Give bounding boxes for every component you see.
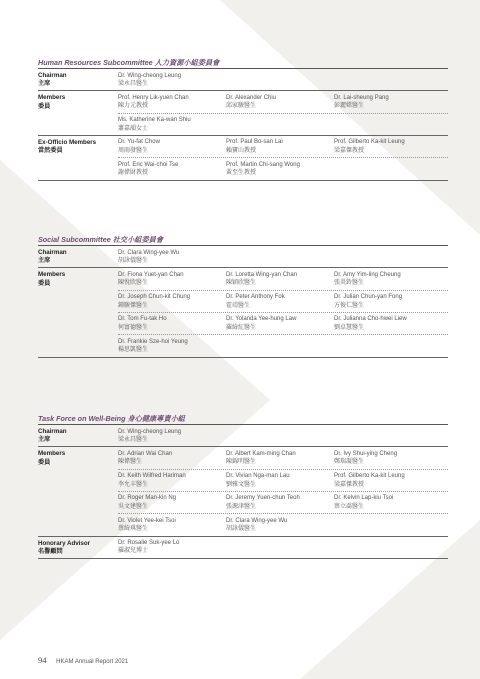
member-name-en: Prof. Martin Chi-sang Wong [226, 161, 300, 168]
member-name-en: Dr. Tom Fu-tak Ho [118, 316, 167, 323]
committee-row [38, 268, 448, 357]
member-entry [118, 249, 226, 266]
member-name-zh: 蔡綺琪醫生 [118, 526, 149, 533]
member-name-en: Prof. Gilberto Ka-kit Leung [334, 139, 405, 146]
member-line [118, 157, 448, 179]
member-entry [226, 315, 334, 332]
member-name-en: Dr. Vivian Nga-man Lau [226, 473, 290, 480]
member-name-en: Dr. Joseph Chun-kit Chung [118, 294, 191, 301]
member-list [118, 91, 448, 135]
member-name-zh: 胡詠儀醫生 [118, 257, 149, 264]
member-entry [118, 271, 226, 288]
member-name-zh: 梁嘉傑教授 [334, 147, 365, 154]
member-list [118, 136, 448, 180]
committee-row [38, 537, 448, 559]
member-entry [118, 315, 226, 332]
member-name-zh: 周雨發醫生 [118, 147, 149, 154]
member-name-en: Dr. Peter Anthony Fok [226, 294, 285, 301]
role-en: Honorary Advisor [38, 539, 91, 547]
member-name-en: Dr. Frankie Sze-hoi Yeung [118, 338, 188, 345]
member-line [118, 290, 448, 312]
member-name-en: Prof. Eric Wai-choi Tse [118, 161, 179, 168]
member-line [118, 334, 448, 356]
role-zh: 委員 [38, 458, 51, 466]
role-en: Members [38, 94, 66, 102]
page-footer [38, 655, 128, 665]
member-name-en: Dr. Lai-sheung Pang [334, 94, 389, 101]
member-line [118, 447, 448, 468]
member-name-en: Dr. Jeremy Yuen-chun Teoh [226, 495, 300, 502]
member-line [118, 425, 448, 446]
member-entry [118, 472, 226, 489]
member-name-en: Dr. Keith Wilfred Hariman [118, 473, 186, 480]
role-label [38, 537, 118, 558]
member-entry [334, 94, 442, 111]
member-entry [118, 72, 226, 89]
role-zh: 委員 [38, 102, 51, 110]
member-entry [118, 293, 226, 310]
member-name-zh: 劉雅文醫生 [226, 481, 257, 488]
member-name-zh: 楊思凱醫生 [118, 347, 149, 354]
member-name-en: Dr. Roger Man-kin Ng [118, 495, 177, 502]
member-name-en: Prof. Henry Lik-yuen Chan [118, 94, 189, 101]
member-name-zh: 賴寶山教授 [226, 147, 257, 154]
member-entry [118, 517, 226, 534]
role-label [38, 136, 118, 180]
member-entry [226, 293, 334, 310]
member-entry [334, 271, 442, 288]
member-name-zh: 黃至生教授 [226, 170, 257, 177]
member-name-zh: 蕭嘉韻女士 [118, 125, 149, 132]
member-name-zh: 羅綺紅醫生 [226, 324, 257, 331]
member-name-zh: 劉卓慧醫生 [334, 324, 365, 331]
member-line [118, 312, 448, 334]
member-line [118, 246, 448, 267]
member-entry [118, 494, 226, 511]
member-list [118, 447, 448, 535]
role-zh: 主席 [38, 257, 51, 265]
member-list [118, 425, 448, 446]
committee-row [38, 136, 448, 181]
page-number: 94 [38, 655, 47, 665]
member-line [118, 91, 448, 112]
role-en: Chairman [38, 72, 67, 79]
member-entry [226, 138, 334, 155]
member-name-en: Dr. Yolanda Yee-hung Law [226, 316, 297, 323]
member-entry [118, 428, 226, 445]
member-entry [118, 94, 226, 111]
member-entry [226, 494, 334, 511]
role-label [38, 246, 118, 267]
role-zh: 主席 [38, 80, 51, 88]
role-zh: 名譽顧問 [38, 547, 63, 555]
member-entry [118, 138, 226, 155]
member-name-zh: 張炎鈴醫生 [334, 280, 365, 287]
member-name-zh: 梁嘉傑教授 [334, 481, 365, 488]
member-name-zh: 陳力元教授 [118, 103, 149, 110]
member-name-en: Dr. Kelvin Lap-kiu Tsoi [334, 495, 394, 502]
member-name-zh: 何富德醫生 [118, 324, 149, 331]
member-name-en: Dr. Julianna Cho-hwei Liew [334, 316, 407, 323]
role-zh: 委員 [38, 279, 51, 287]
member-name-zh: 梁永昌醫生 [118, 436, 149, 443]
member-line [118, 491, 448, 513]
section-title: Human Resources Subcommittee 人力資源小組委員會 [38, 57, 448, 69]
role-label [38, 268, 118, 356]
member-name-zh: 陳偉醫生 [118, 459, 143, 466]
member-list [118, 69, 448, 90]
committee-row [38, 447, 448, 536]
role-en: Members [38, 450, 66, 458]
member-name-en: Prof. Paul Bo-san Lai [226, 139, 283, 146]
member-entry [226, 517, 334, 534]
member-entry [226, 161, 334, 178]
section-human-resources [38, 57, 448, 181]
member-entry [118, 161, 226, 178]
member-name-zh: 梁永昌醫生 [118, 80, 149, 87]
committee-row [38, 91, 448, 136]
member-list [118, 246, 448, 267]
member-name-en: Dr. Albert Kam-ming Chan [226, 450, 296, 457]
member-name-zh: 謝偉財教授 [118, 170, 149, 177]
role-en: Chairman [38, 428, 67, 435]
member-name-en: Dr. Violet Yee-kei Tsoi [118, 517, 176, 524]
member-line [118, 69, 448, 90]
role-en: Members [38, 271, 66, 279]
member-name-en: Dr. Clara Wing-yee Wu [226, 517, 288, 524]
member-entry [334, 494, 442, 511]
member-name-zh: 方俊仁醫生 [334, 302, 365, 309]
member-name-en: Dr. Alexander Chiu [226, 94, 277, 101]
role-en: Ex-Officio Members [38, 138, 97, 146]
member-name-zh: 陳穎欣醫生 [226, 280, 257, 287]
footer-text: HKAM Annual Report 2021 [56, 659, 129, 665]
member-name-zh: 吳文建醫生 [118, 503, 149, 510]
member-name-zh: 邱家駿醫生 [226, 103, 257, 110]
member-entry [118, 450, 226, 467]
member-name-zh: 鄭瑞凝醫生 [334, 459, 365, 466]
section-title: Task Force on Well-Being 身心健康專責小組 [38, 413, 448, 425]
role-en: Chairman [38, 249, 67, 256]
member-entry [118, 116, 226, 133]
committee-row [38, 425, 448, 447]
member-name-zh: 霍靖醫生 [226, 302, 251, 309]
member-name-en: Dr. Wing-cheong Leung [118, 428, 182, 435]
committee-row [38, 69, 448, 91]
member-name-en: Dr. Amy Yim-ling Cheung [334, 271, 401, 278]
section-title: Social Subcommittee 社交小組委員會 [38, 234, 448, 246]
member-entry [226, 94, 334, 111]
member-name-zh: 陳悅欣醫生 [118, 280, 149, 287]
member-name-en: Dr. Ivy Shui-ying Cheng [334, 450, 398, 457]
member-name-zh: 彭麗嫦醫生 [334, 103, 365, 110]
member-line [118, 513, 448, 535]
member-entry [334, 450, 442, 467]
member-name-zh: 張源津醫生 [226, 503, 257, 510]
member-name-en: Dr. Wing-cheong Leung [118, 72, 182, 79]
role-label [38, 447, 118, 535]
member-entry [118, 539, 226, 556]
member-list [118, 268, 448, 356]
member-entry [334, 138, 442, 155]
member-line [118, 113, 448, 135]
member-list [118, 537, 448, 558]
member-entry [118, 338, 226, 355]
member-entry [334, 315, 442, 332]
member-name-en: Dr. Yu-fat Chow [118, 139, 160, 146]
member-line [118, 537, 448, 558]
section-well-being [38, 413, 448, 559]
role-zh: 主席 [38, 436, 51, 444]
member-line [118, 268, 448, 289]
member-name-zh: 陳錦明醫生 [226, 459, 257, 466]
member-name-en: Ms. Katherine Ka-wan Shiu [118, 117, 191, 124]
member-name-en: Prof. Gilberto Ka-kit Leung [334, 473, 405, 480]
member-entry [226, 472, 334, 489]
member-name-en: Dr. Clara Wing-yee Wu [118, 249, 180, 256]
member-line [118, 469, 448, 491]
member-name-en: Dr. Julian Chun-yan Fong [334, 294, 403, 301]
member-name-en: Dr. Rosalie Suk-yee Lo [118, 540, 180, 547]
role-label [38, 69, 118, 90]
role-zh: 當然委員 [38, 147, 63, 155]
member-name-zh: 羅淑兒博士 [118, 548, 149, 555]
member-name-en: Dr. Adrian Wai Chan [118, 450, 173, 457]
member-entry [226, 450, 334, 467]
member-name-en: Dr. Loretta Wing-yan Chan [226, 271, 298, 278]
committee-row [38, 246, 448, 268]
member-name-zh: 蔡立喬醫生 [334, 503, 365, 510]
member-line [118, 136, 448, 157]
member-entry [226, 271, 334, 288]
member-entry [334, 293, 442, 310]
role-label [38, 425, 118, 446]
member-name-zh: 鍾駿傑醫生 [118, 302, 149, 309]
section-social [38, 234, 448, 358]
member-entry [334, 472, 442, 489]
member-name-zh: 李允丰醫生 [118, 481, 149, 488]
member-name-zh: 胡詠儀醫生 [226, 526, 257, 533]
role-label [38, 91, 118, 135]
member-name-en: Dr. Fiona Yuet-yan Chan [118, 271, 184, 278]
